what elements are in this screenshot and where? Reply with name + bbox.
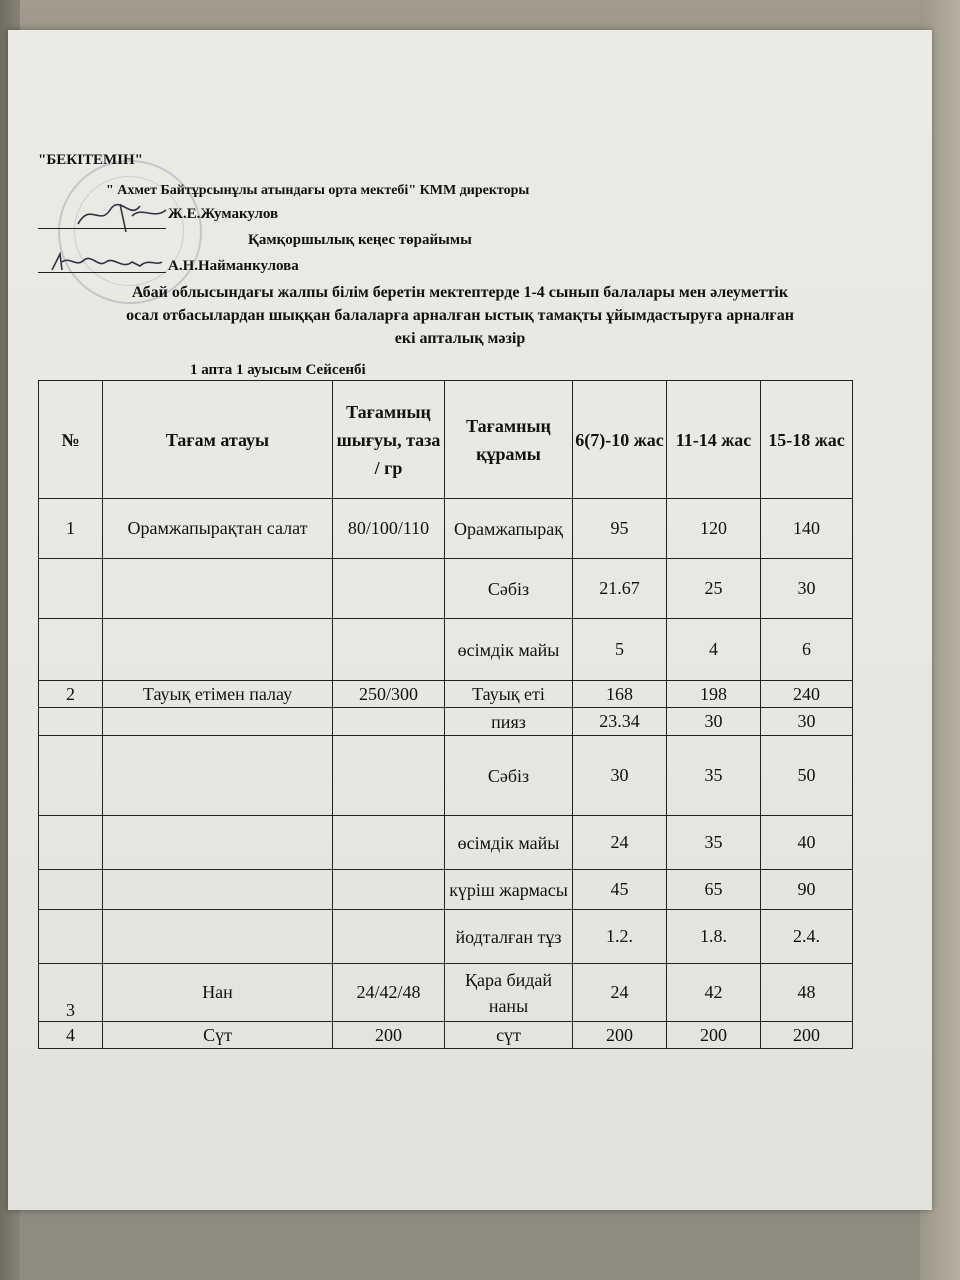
row-qty-15-18: 40 [761, 816, 853, 870]
row-qty-11-14: 65 [667, 870, 761, 910]
row-qty-15-18: 6 [761, 619, 853, 681]
header-dish: Тағам атауы [103, 381, 333, 499]
row-qty-6-10: 1.2. [573, 910, 667, 964]
table-row [39, 964, 853, 1022]
council-title: Қамқоршылық кеңес төрайымы [248, 232, 472, 248]
director-signature [70, 196, 170, 236]
row-ingredient: Тауық еті [445, 681, 573, 708]
table-row [39, 559, 853, 619]
school-name: " Ахмет Байтұрсынұлы атындағы орта мектебі" КММ директоры [106, 183, 530, 198]
row-dish [103, 816, 333, 870]
row-ingredient: Сәбіз [445, 559, 573, 619]
row-dish [103, 910, 333, 964]
row-qty-11-14: 42 [667, 964, 761, 1022]
row-ingredient: Орамжапырақ [445, 499, 573, 559]
table-header-row [39, 381, 853, 499]
row-qty-6-10: 21.67 [573, 559, 667, 619]
row-dish [103, 559, 333, 619]
row-ingredient: өсімдік майы [445, 619, 573, 681]
row-dish [103, 708, 333, 736]
row-output: 24/42/48 [333, 964, 445, 1022]
menu-title [30, 281, 890, 350]
row-qty-11-14: 35 [667, 736, 761, 816]
menu-table [38, 380, 853, 1049]
row-no [39, 870, 103, 910]
row-qty-11-14: 1.8. [667, 910, 761, 964]
table-row [39, 736, 853, 816]
row-qty-15-18: 30 [761, 559, 853, 619]
row-dish: Сүт [103, 1022, 333, 1049]
row-qty-11-14: 35 [667, 816, 761, 870]
menu-title-line-2: осал отбасылардан шыққан балаларға арналған ыстық тамақты ұйымдастыруға арналған [126, 307, 794, 324]
row-no [39, 619, 103, 681]
row-no: 4 [39, 1022, 103, 1049]
row-qty-6-10: 24 [573, 816, 667, 870]
council-head-name: А.Н.Найманкулова [168, 258, 299, 274]
row-dish [103, 870, 333, 910]
table-row [39, 708, 853, 736]
row-no: 3 [39, 964, 103, 1022]
row-ingredient: пияз [445, 708, 573, 736]
row-qty-6-10: 45 [573, 870, 667, 910]
council-signature-line [38, 272, 166, 273]
header-age-15-18: 15-18 жас [761, 381, 853, 499]
row-qty-15-18: 48 [761, 964, 853, 1022]
week-day-subtitle: 1 апта 1 ауысым Сейсенбі [190, 362, 366, 378]
table-row [39, 870, 853, 910]
table-row [39, 816, 853, 870]
row-qty-11-14: 200 [667, 1022, 761, 1049]
director-signature-line [38, 228, 166, 229]
row-qty-6-10: 200 [573, 1022, 667, 1049]
row-output [333, 910, 445, 964]
row-ingredient: күріш жармасы [445, 870, 573, 910]
row-no [39, 816, 103, 870]
council-signature [48, 248, 166, 278]
header-age-6-10: 6(7)-10 жас [573, 381, 667, 499]
row-output [333, 736, 445, 816]
row-ingredient: Қара бидай наны [445, 964, 573, 1022]
row-qty-15-18: 140 [761, 499, 853, 559]
row-dish: Орамжапырақтан салат [103, 499, 333, 559]
row-qty-6-10: 5 [573, 619, 667, 681]
row-ingredient: сүт [445, 1022, 573, 1049]
row-output: 80/100/110 [333, 499, 445, 559]
row-qty-15-18: 50 [761, 736, 853, 816]
table-row [39, 1022, 853, 1049]
row-output [333, 816, 445, 870]
header-no: № [39, 381, 103, 499]
row-qty-6-10: 95 [573, 499, 667, 559]
row-dish [103, 736, 333, 816]
row-qty-11-14: 25 [667, 559, 761, 619]
row-qty-15-18: 240 [761, 681, 853, 708]
row-qty-15-18: 30 [761, 708, 853, 736]
row-no [39, 708, 103, 736]
row-dish: Нан [103, 964, 333, 1022]
table-row [39, 619, 853, 681]
row-qty-6-10: 23.34 [573, 708, 667, 736]
table-row [39, 910, 853, 964]
row-output: 250/300 [333, 681, 445, 708]
row-no: 1 [39, 499, 103, 559]
menu-title-line-1: Абай облысындағы жалпы білім беретін мектептерде 1-4 сынып балалары мен әлеуметтік [131, 284, 789, 301]
row-qty-15-18: 2.4. [761, 910, 853, 964]
row-qty-15-18: 200 [761, 1022, 853, 1049]
row-qty-11-14: 4 [667, 619, 761, 681]
row-qty-6-10: 24 [573, 964, 667, 1022]
row-qty-11-14: 30 [667, 708, 761, 736]
row-qty-11-14: 198 [667, 681, 761, 708]
row-ingredient: Сәбіз [445, 736, 573, 816]
row-ingredient: йодталған тұз [445, 910, 573, 964]
row-dish: Тауық етімен палау [103, 681, 333, 708]
header-age-11-14: 11-14 жас [667, 381, 761, 499]
row-no [39, 736, 103, 816]
row-output [333, 619, 445, 681]
row-output [333, 708, 445, 736]
row-qty-11-14: 120 [667, 499, 761, 559]
table-row [39, 681, 853, 708]
table-row [39, 499, 853, 559]
row-no: 2 [39, 681, 103, 708]
row-output: 200 [333, 1022, 445, 1049]
menu-title-line-3: екі апталық мәзір [394, 330, 526, 347]
director-name: Ж.Е.Жумакулов [168, 206, 279, 222]
approval-label: "БЕКІТЕМІН" [38, 152, 143, 168]
row-no [39, 559, 103, 619]
row-output [333, 559, 445, 619]
row-qty-15-18: 90 [761, 870, 853, 910]
row-dish [103, 619, 333, 681]
header-composition: Тағамның құрамы [445, 381, 573, 499]
row-ingredient: өсімдік майы [445, 816, 573, 870]
header-output: Тағамның шығуы, таза / гр [333, 381, 445, 499]
row-output [333, 870, 445, 910]
row-no [39, 910, 103, 964]
row-qty-6-10: 168 [573, 681, 667, 708]
row-qty-6-10: 30 [573, 736, 667, 816]
